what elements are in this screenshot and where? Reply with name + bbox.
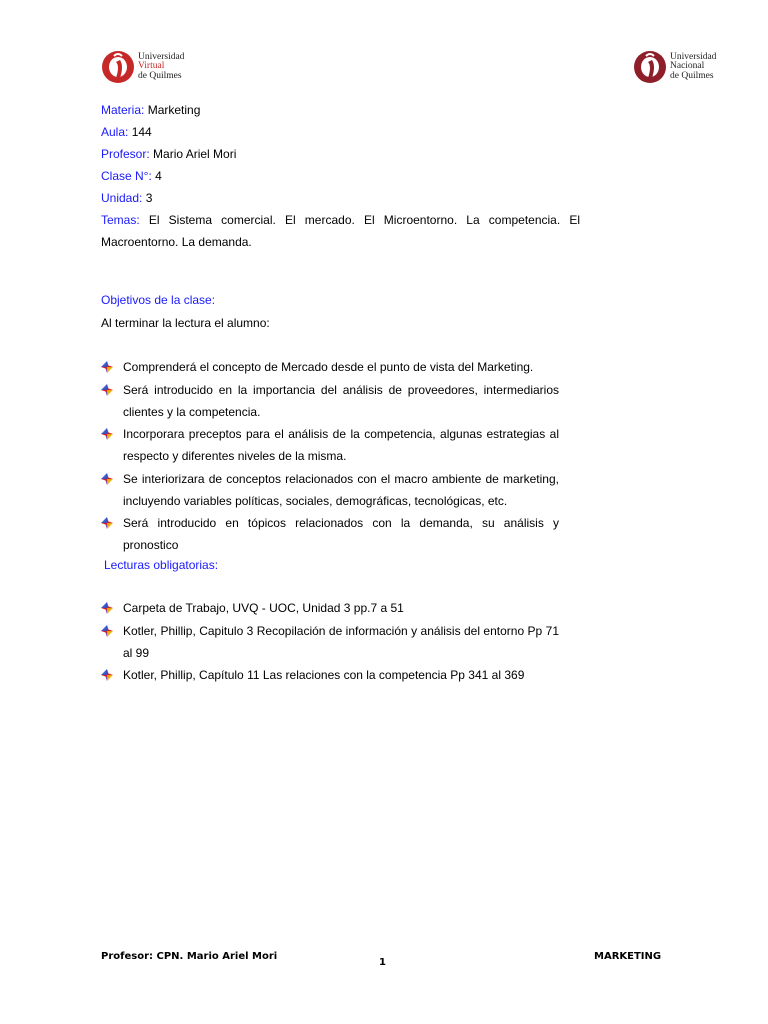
lecturas-title: Lecturas obligatorias: xyxy=(104,558,219,572)
footer-course: MARKETING xyxy=(594,951,662,962)
profesor-row: Profesor: Mario Ariel Mori xyxy=(101,147,237,161)
uvq-logo-icon xyxy=(100,48,136,86)
lecturas-list xyxy=(101,597,559,687)
compass-bullet-icon xyxy=(101,428,113,440)
footer-author: Profesor: CPN. Mario Ariel Mori xyxy=(101,951,278,962)
unq-logo-icon xyxy=(632,48,668,86)
list-item: Será introducido en tópicos relacionados con la demanda, su análisis y pronostico xyxy=(101,512,559,556)
uvq-logo xyxy=(100,48,184,86)
uvq-logo-text: Universidad Virtual de Quilmes xyxy=(138,51,185,81)
compass-bullet-icon xyxy=(101,384,113,396)
objetivos-intro: Al terminar la lectura el alumno: xyxy=(101,316,270,330)
compass-bullet-icon xyxy=(101,669,113,681)
course-info xyxy=(101,99,580,253)
aula-row: Aula: 144 xyxy=(101,125,152,139)
temas-row: Temas: El Sistema comercial. El mercado. El Microentorno. La competencia. El Macroentorno. La demanda. xyxy=(101,213,580,249)
unq-logo xyxy=(632,48,716,86)
list-item: Incorporara preceptos para el análisis de la competencia, algunas estrategias al respecto y diferentes niveles de la misma. xyxy=(101,423,559,467)
compass-bullet-icon xyxy=(101,517,113,529)
list-item: Kotler, Phillip, Capitulo 3 Recopilación de información y análisis del entorno Pp 71 al 99 xyxy=(101,620,559,664)
unq-logo-text: Universidad Nacional de Quilmes xyxy=(670,51,717,81)
objetivos-list xyxy=(101,356,559,557)
footer-page-number: 1 xyxy=(379,957,386,968)
list-item: Se interiorizara de conceptos relacionados con el macro ambiente de marketing, incluyendo variables políticas, sociales, demográficas, tecnológicas, etc. xyxy=(101,468,559,512)
compass-bullet-icon xyxy=(101,625,113,637)
compass-bullet-icon xyxy=(101,602,113,614)
objetivos-title: Objetivos de la clase: xyxy=(101,293,216,307)
compass-bullet-icon xyxy=(101,361,113,373)
compass-bullet-icon xyxy=(101,473,113,485)
list-item: Carpeta de Trabajo, UVQ - UOC, Unidad 3 pp.7 a 51 xyxy=(101,597,559,619)
clase-row: Clase N°: 4 xyxy=(101,169,162,183)
materia-row: Materia: Marketing xyxy=(101,103,201,117)
list-item: Será introducido en la importancia del análisis de proveedores, intermediarios clientes y la competencia. xyxy=(101,379,559,423)
list-item: Kotler, Phillip, Capítulo 11 Las relaciones con la competencia Pp 341 al 369 xyxy=(101,664,559,686)
list-item: Comprenderá el concepto de Mercado desde el punto de vista del Marketing. xyxy=(101,356,559,378)
unidad-row: Unidad: 3 xyxy=(101,191,153,205)
